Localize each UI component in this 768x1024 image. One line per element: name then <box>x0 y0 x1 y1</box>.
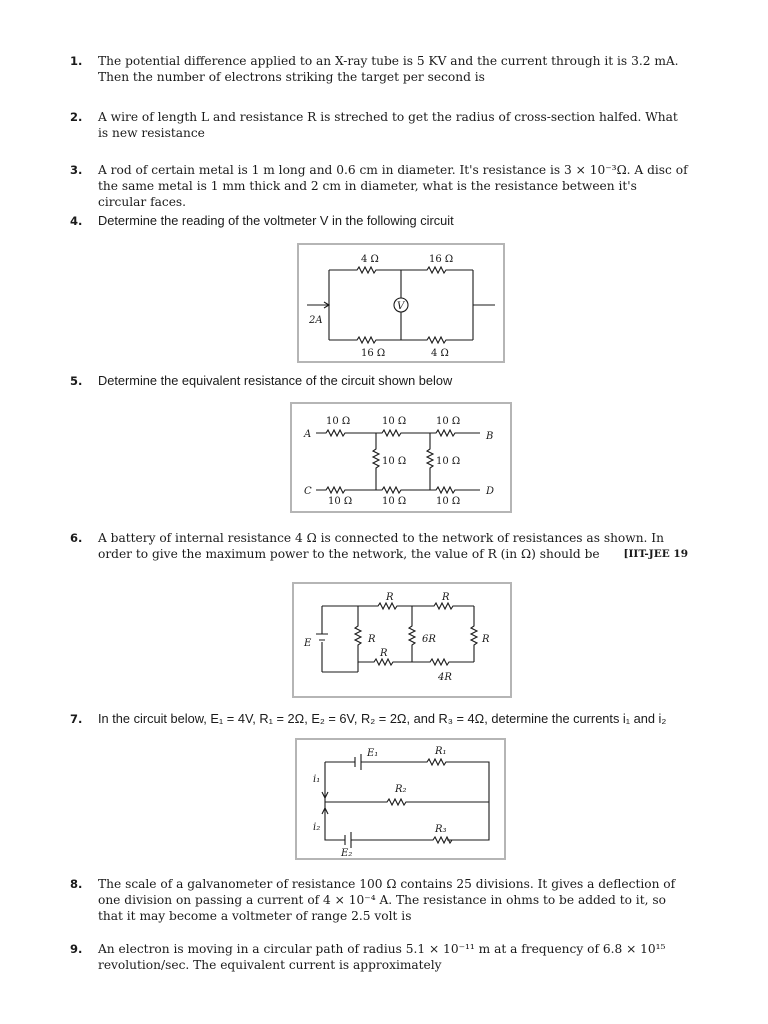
figure-resistor-network <box>292 582 512 698</box>
question-text: A wire of length L and resistance R is streched to get the radius of cross-section halfed. What is new resistance <box>98 110 678 140</box>
resistor-label: R₂ <box>395 784 407 795</box>
question-number: 5. <box>70 374 83 388</box>
node-label: D <box>486 486 495 497</box>
question-text: A battery of internal resistance 4 Ω is connected to the network of resistances as shown. In order to give the maximum power to the network, the value of R (in Ω) should be <box>98 531 664 561</box>
question-number: 9. <box>70 942 83 956</box>
resistor-label: R <box>482 634 490 645</box>
resistor-label: 10 Ω <box>328 496 353 507</box>
resistor-label: 10 Ω <box>382 416 407 427</box>
current-label: i₁ <box>313 774 321 785</box>
node-label: B <box>486 431 494 442</box>
question-number: 1. <box>70 54 83 68</box>
question-5 <box>70 373 688 389</box>
question-text: A rod of certain metal is 1 m long and 0.6 cm in diameter. It's resistance is 3 × 10⁻³Ω. A disc of the same metal is 1 mm thick and 2 cm in diameter, what is the resistance between it's circular faces. <box>98 163 688 209</box>
battery-label: E₂ <box>341 848 353 858</box>
question-4 <box>70 213 688 229</box>
figure-two-battery-circuit <box>295 738 506 860</box>
question-text: Determine the reading of the voltmeter V in the following circuit <box>98 213 454 228</box>
battery-label: E₁ <box>367 748 379 759</box>
current-label: i₂ <box>313 822 321 833</box>
resistor-label: 4 Ω <box>431 348 449 359</box>
question-9 <box>70 941 688 973</box>
question-2 <box>70 109 688 141</box>
resistor-label: R <box>380 648 388 659</box>
resistor-label: 10 Ω <box>436 456 461 467</box>
resistor-label: R <box>442 592 450 603</box>
resistor-label: 4 Ω <box>361 254 379 265</box>
resistor-label: 6R <box>422 634 436 645</box>
question-1 <box>70 53 688 85</box>
figure-voltmeter-circuit <box>297 243 505 363</box>
resistor-label: R <box>368 634 376 645</box>
question-text: Determine the equivalent resistance of the circuit shown below <box>98 373 453 388</box>
resistor-label: 16 Ω <box>361 348 386 359</box>
question-7 <box>70 711 688 727</box>
question-text: The scale of a galvanometer of resistance 100 Ω contains 25 divisions. It gives a deflection of one division on passing a current of 4 × 10⁻⁴ A. The resistance in ohms to be added to it, so that it may become a voltmeter of range 2.5 volt is <box>98 877 676 923</box>
resistor-label: 10 Ω <box>436 496 461 507</box>
resistor-label: 10 Ω <box>382 456 407 467</box>
question-text: The potential difference applied to an X-ray tube is 5 KV and the current through it is 3.2 mA. Then the number of electrons striking the target per second is <box>98 54 679 84</box>
resistor-label: 16 Ω <box>429 254 454 265</box>
current-label: 2A <box>309 315 323 326</box>
resistor-label: R₁ <box>435 746 447 757</box>
node-label: A <box>304 429 312 440</box>
resistor-label: 10 Ω <box>382 496 407 507</box>
node-label: C <box>304 486 312 497</box>
battery-label: E <box>304 638 312 649</box>
voltmeter-label: V <box>397 301 405 312</box>
resistor-label: R₃ <box>435 824 447 835</box>
exam-tag: [IIT-JEE 19 <box>623 548 688 560</box>
question-number: 4. <box>70 214 83 228</box>
resistor-label: R <box>386 592 394 603</box>
figure-resistor-ladder <box>290 402 512 513</box>
question-number: 8. <box>70 877 83 891</box>
question-number: 7. <box>70 712 83 726</box>
resistor-label: 10 Ω <box>326 416 351 427</box>
question-text: An electron is moving in a circular path of radius 5.1 × 10⁻¹¹ m at a frequency of 6.8 × 10¹⁵ revolution/sec. The equivalent current is approximately <box>98 942 666 972</box>
question-6 <box>70 530 688 562</box>
question-3 <box>70 162 688 210</box>
question-8 <box>70 876 688 924</box>
question-text: In the circuit below, E₁ = 4V, R₁ = 2Ω, E₂ = 6V, R₂ = 2Ω, and R₃ = 4Ω, determine the currents i₁ and i₂ <box>98 711 667 726</box>
resistor-label: 4R <box>438 672 452 683</box>
resistor-label: 10 Ω <box>436 416 461 427</box>
question-number: 3. <box>70 163 83 177</box>
question-number: 6. <box>70 531 83 545</box>
question-number: 2. <box>70 110 83 124</box>
